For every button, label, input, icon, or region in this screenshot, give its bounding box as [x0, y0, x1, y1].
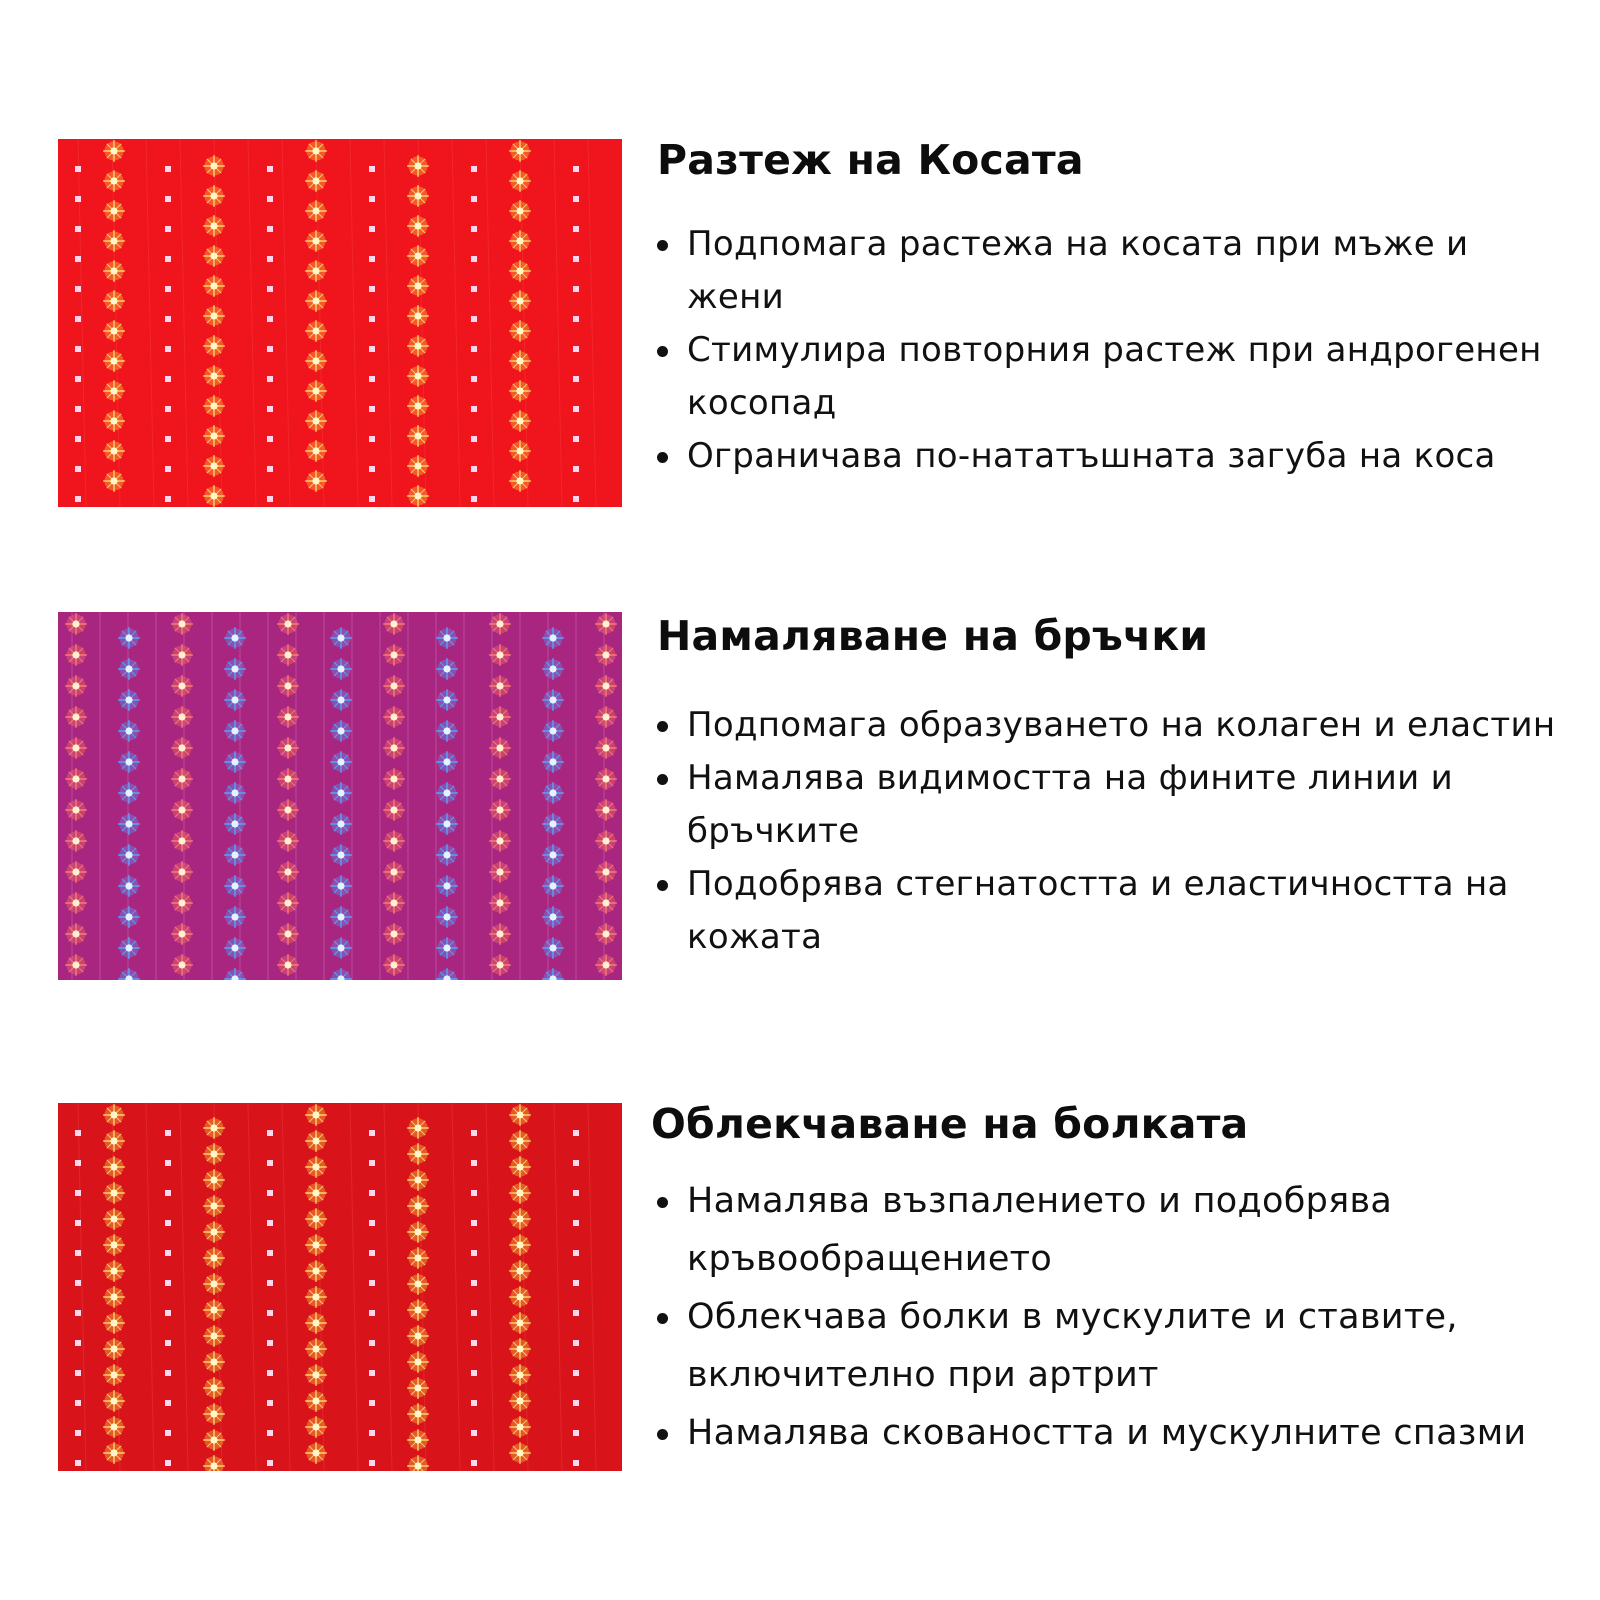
bullet-item: Подпомага образуването на колаген и еластин [657, 699, 1577, 752]
led-dot [267, 346, 273, 352]
led-dot [165, 1430, 171, 1436]
led-dot [369, 1250, 375, 1256]
led-dot [267, 1160, 273, 1166]
led-dot [165, 1190, 171, 1196]
led-dot [369, 316, 375, 322]
led-dot [267, 1340, 273, 1346]
led-dot [573, 1220, 579, 1226]
led-dot [471, 1190, 477, 1196]
led-dot [573, 1400, 579, 1406]
led-dot [369, 1370, 375, 1376]
led-dot [471, 406, 477, 412]
led-dot [471, 196, 477, 202]
led-dot [471, 1130, 477, 1136]
bullet-item: Намалява сковаността и мускулните спазми [657, 1404, 1587, 1462]
led-dot [267, 166, 273, 172]
led-dot [369, 166, 375, 172]
dense-red-led-panel-graphic [58, 1103, 622, 1471]
led-dot [369, 256, 375, 262]
led-dot [75, 496, 81, 502]
section-title: Облекчаване на болката [651, 1100, 1249, 1148]
led-dot [471, 1370, 477, 1376]
led-dot [165, 1460, 171, 1466]
led-dot [75, 286, 81, 292]
led-dot [369, 1160, 375, 1166]
led-dot [75, 376, 81, 382]
led-dot [573, 1430, 579, 1436]
led-dot [267, 1250, 273, 1256]
led-dot [165, 1340, 171, 1346]
led-dot [573, 286, 579, 292]
led-dot [369, 1130, 375, 1136]
led-dot [471, 1340, 477, 1346]
led-dot [369, 1310, 375, 1316]
led-dot [369, 376, 375, 382]
led-dot [165, 376, 171, 382]
bullet-item: Подобрява стегнатостта и еластичността на кожата [657, 858, 1577, 964]
led-dot [369, 1430, 375, 1436]
led-dot [471, 256, 477, 262]
pain-relief-text [651, 1100, 1591, 1462]
led-dot [165, 1400, 171, 1406]
led-dot [573, 1190, 579, 1196]
led-dot [267, 1220, 273, 1226]
bullet-item: Намалява възпалението и подобрява кръвообращението [657, 1172, 1587, 1288]
led-dot [267, 256, 273, 262]
led-dot [369, 1280, 375, 1286]
led-dot [471, 346, 477, 352]
led-dot [369, 1220, 375, 1226]
led-dot [75, 466, 81, 472]
bullet-item: Подпомага растежа на косата при мъже и жени [657, 218, 1557, 324]
led-dot [75, 1280, 81, 1286]
led-dot [75, 406, 81, 412]
led-dot [267, 406, 273, 412]
pain-relief-image [58, 1103, 622, 1471]
led-dot [165, 1370, 171, 1376]
led-dot [369, 436, 375, 442]
led-dot [267, 1460, 273, 1466]
led-dot [267, 316, 273, 322]
led-dot [75, 1130, 81, 1136]
led-dot [267, 1370, 273, 1376]
led-dot [573, 466, 579, 472]
led-dot [165, 346, 171, 352]
led-dot [369, 496, 375, 502]
led-dot [369, 226, 375, 232]
led-dot [165, 1250, 171, 1256]
led-dot [75, 256, 81, 262]
led-dot [267, 436, 273, 442]
led-dot [267, 1280, 273, 1286]
led-dot [267, 226, 273, 232]
led-dot [267, 496, 273, 502]
wrinkle-reduction-text [657, 612, 1587, 964]
led-dot [369, 1190, 375, 1196]
led-dot [75, 1220, 81, 1226]
led-dot [267, 1400, 273, 1406]
led-dot [165, 256, 171, 262]
bullet-item: Намалява видимостта на фините линии и бръчките [657, 752, 1577, 858]
led-dot [165, 1160, 171, 1166]
led-dot [165, 436, 171, 442]
led-dot [75, 316, 81, 322]
led-dot [267, 1310, 273, 1316]
led-dot [573, 1460, 579, 1466]
bullet-list [657, 699, 1577, 964]
led-dot [471, 316, 477, 322]
led-dot [369, 346, 375, 352]
led-dot [573, 1340, 579, 1346]
led-dot [573, 1160, 579, 1166]
led-dot [165, 1280, 171, 1286]
led-dot [165, 496, 171, 502]
led-dot [369, 196, 375, 202]
led-dot [75, 166, 81, 172]
bullet-item: Облекчава болки в мускулите и ставите, включително при артрит [657, 1288, 1587, 1404]
led-dot [573, 1250, 579, 1256]
led-dot [471, 1460, 477, 1466]
led-dot [573, 1310, 579, 1316]
led-dot [471, 226, 477, 232]
red-blue-led-panel-graphic [58, 612, 622, 980]
led-dot [369, 466, 375, 472]
led-dot [471, 1310, 477, 1316]
bullet-item: Ограничава по-нататъшната загуба на коса [657, 430, 1557, 483]
led-dot [369, 1340, 375, 1346]
led-dot [471, 466, 477, 472]
led-dot [267, 196, 273, 202]
led-dot [165, 196, 171, 202]
led-dot [267, 1130, 273, 1136]
led-dot [573, 346, 579, 352]
led-dot [75, 1370, 81, 1376]
led-dot [573, 496, 579, 502]
led-dot [75, 1460, 81, 1466]
led-dot [75, 436, 81, 442]
led-dot [75, 1430, 81, 1436]
led-dot [75, 1310, 81, 1316]
led-dot [573, 1280, 579, 1286]
led-dot [75, 1250, 81, 1256]
led-dot [165, 1130, 171, 1136]
led-dot [573, 316, 579, 322]
bullet-list [651, 1172, 1587, 1462]
led-dot [75, 1190, 81, 1196]
led-dot [369, 286, 375, 292]
led-dot [573, 196, 579, 202]
led-dot [573, 406, 579, 412]
led-dot [165, 1220, 171, 1226]
led-dot [369, 406, 375, 412]
led-dot [471, 1400, 477, 1406]
led-dot [471, 286, 477, 292]
led-dot [573, 166, 579, 172]
led-dot [471, 1220, 477, 1226]
led-dot [471, 436, 477, 442]
bullet-list [657, 218, 1557, 483]
led-dot [573, 376, 579, 382]
led-dot [471, 496, 477, 502]
led-dot [165, 286, 171, 292]
led-dot [75, 1400, 81, 1406]
led-dot [369, 1460, 375, 1466]
led-dot [165, 316, 171, 322]
led-dot [75, 346, 81, 352]
led-dot [75, 1160, 81, 1166]
led-dot [267, 376, 273, 382]
led-dot [573, 256, 579, 262]
hair-growth-image [58, 139, 622, 507]
led-dot [165, 1310, 171, 1316]
red-led-panel-graphic [58, 139, 622, 507]
led-dot [75, 1340, 81, 1346]
led-dot [471, 1430, 477, 1436]
led-dot [573, 1370, 579, 1376]
led-dot [573, 1130, 579, 1136]
led-dot [165, 466, 171, 472]
led-dot [267, 1430, 273, 1436]
led-dot [165, 406, 171, 412]
section-title: Намаляване на бръчки [657, 612, 1209, 660]
led-dot [267, 1190, 273, 1196]
led-dot [573, 226, 579, 232]
led-dot [369, 1400, 375, 1406]
led-dot [267, 286, 273, 292]
led-dot [75, 196, 81, 202]
led-dot [471, 376, 477, 382]
led-dot [75, 226, 81, 232]
led-dot [267, 466, 273, 472]
hair-growth-text [657, 136, 1577, 483]
led-dot [471, 1250, 477, 1256]
led-dot [471, 1160, 477, 1166]
wrinkle-reduction-image [58, 612, 622, 980]
led-dot [471, 166, 477, 172]
bullet-item: Стимулира повторния растеж при андрогенен косопад [657, 324, 1557, 430]
led-dot [471, 1280, 477, 1286]
led-dot [573, 436, 579, 442]
led-dot [165, 166, 171, 172]
section-title: Разтеж на Косата [657, 136, 1084, 184]
led-dot [165, 226, 171, 232]
